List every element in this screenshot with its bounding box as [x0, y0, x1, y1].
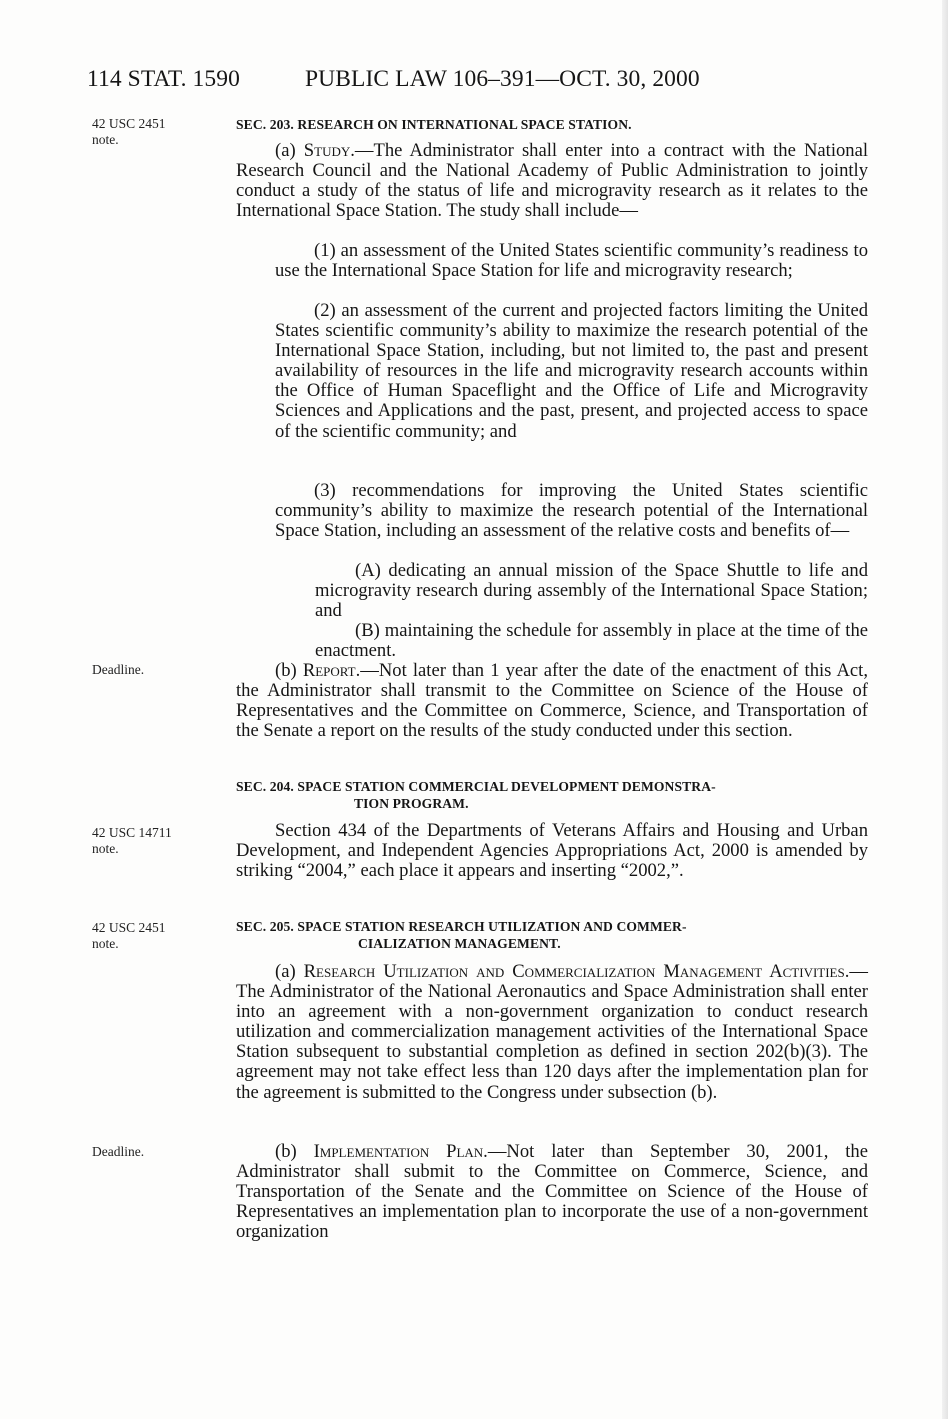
margin-note-line: note.	[92, 841, 119, 856]
section-203-b-paragraph	[236, 661, 868, 741]
subsection-text: .—Not later than 1 year after the date of the enactment of this Act, the Administrator shall transmit to the Committee on Science of the House of Representatives and the Committee on Commerce, Science, and Transportation of the Senate a report on the results of the study conducted under this section.	[236, 660, 868, 742]
margin-note-line: note.	[92, 936, 119, 951]
public-law-title: PUBLIC LAW 106–391—OCT. 30, 2000	[305, 66, 700, 92]
section-203-a-paragraph	[236, 141, 868, 221]
section-203-item-A: (A) dedicating an annual mission of the Space Shuttle to life and microgravity research during assembly of the International Space Station; and	[315, 560, 868, 622]
margin-note-line: note.	[92, 132, 119, 147]
subsection-caption: Implementation Plan	[313, 1141, 484, 1162]
section-heading-line: TION PROGRAM.	[354, 796, 469, 811]
subsection-text: .—The Administrator of the National Aeronautics and Space Administration shall enter into an agreement with a non-government organization to conduct research utilization and commercialization management activities of the International Space Station subsequent to substantial completion as defined in section 202(b)(3). The agreement may not take effect less than 120 days after the implementation plan for the agreement is submitted to the Congress under subsection (b).	[236, 961, 868, 1103]
subsection-caption: Research Utilization and Commercialization Management Activities	[303, 961, 845, 982]
subsection-label: (b)	[275, 1141, 314, 1162]
subsection-label: (b)	[275, 660, 303, 681]
section-heading-line: CIALIZATION MANAGEMENT.	[358, 936, 561, 951]
section-204-paragraph: Section 434 of the Departments of Veterans Affairs and Housing and Urban Development, and Independent Agencies Appropriations Act, 2000 is amended by striking “2004,” each place it appears and inserting “2002,”.	[236, 820, 868, 882]
margin-note-line: 42 USC 2451	[92, 116, 166, 131]
subsection-caption: Report	[302, 660, 356, 681]
section-205-b-paragraph	[236, 1142, 868, 1242]
section-203-item-2: (2) an assessment of the current and projected factors limiting the United States scientific community’s ability to maximize the research potential of the International Space Station, including, but not limited to, the past and present availability of resources in the life and microgravity research accounts within the Office of Human Spaceflight and the Office of Life and Microgravity Sciences and Applications and the past, present, and projected access to space of the scientific community; and	[275, 300, 868, 442]
statute-citation: 114 STAT. 1590	[87, 66, 240, 92]
section-203-item-3: (3) recommendations for improving the United States scientific community’s ability to maximize the research potential of the International Space Station, including an assessment of the relative costs and benefits of—	[275, 480, 868, 542]
section-heading-line: SEC. 204. SPACE STATION COMMERCIAL DEVELOPMENT DEMONSTRA-	[236, 779, 716, 794]
subsection-text: .—Not later than September 30, 2001, the Administrator shall submit to the Committee on Commerce, Science, and Transportation of the Senate and the Committee on Science of the House of Representatives an implementation plan to incorporate the use of a non-government organization	[236, 1141, 868, 1243]
subsection-text: .—The Administrator shall enter into a contract with the National Research Council and the National Academy of Public Administration to jointly conduct a study of the status of life and microgravity research as it relates to the International Space Station. The study shall include—	[236, 140, 868, 222]
section-203-heading: SEC. 203. RESEARCH ON INTERNATIONAL SPACE STATION.	[236, 117, 632, 132]
section-205-a-paragraph	[236, 962, 868, 1103]
margin-note-usc	[92, 825, 202, 857]
page-edge	[942, 0, 948, 1419]
section-205-heading	[236, 918, 687, 952]
subsection-label: (a)	[275, 961, 304, 982]
section-203-item-B: (B) maintaining the schedule for assembly in place at the time of the enactment.	[315, 620, 868, 662]
subsection-caption: Study	[303, 140, 351, 161]
section-203-item-1: (1) an assessment of the United States scientific community’s readiness to use the International Space Station for life and microgravity research;	[275, 240, 868, 282]
margin-note-usc	[92, 116, 202, 148]
margin-note-deadline: Deadline.	[92, 662, 145, 677]
section-204-heading	[236, 778, 716, 812]
subsection-label: (a)	[275, 140, 304, 161]
margin-note-deadline: Deadline.	[92, 1144, 145, 1159]
margin-note-line: 42 USC 2451	[92, 920, 166, 935]
margin-note-line: 42 USC 14711	[92, 825, 172, 840]
section-heading-line: SEC. 205. SPACE STATION RESEARCH UTILIZATION AND COMMER-	[236, 919, 687, 934]
margin-note-usc	[92, 920, 202, 952]
